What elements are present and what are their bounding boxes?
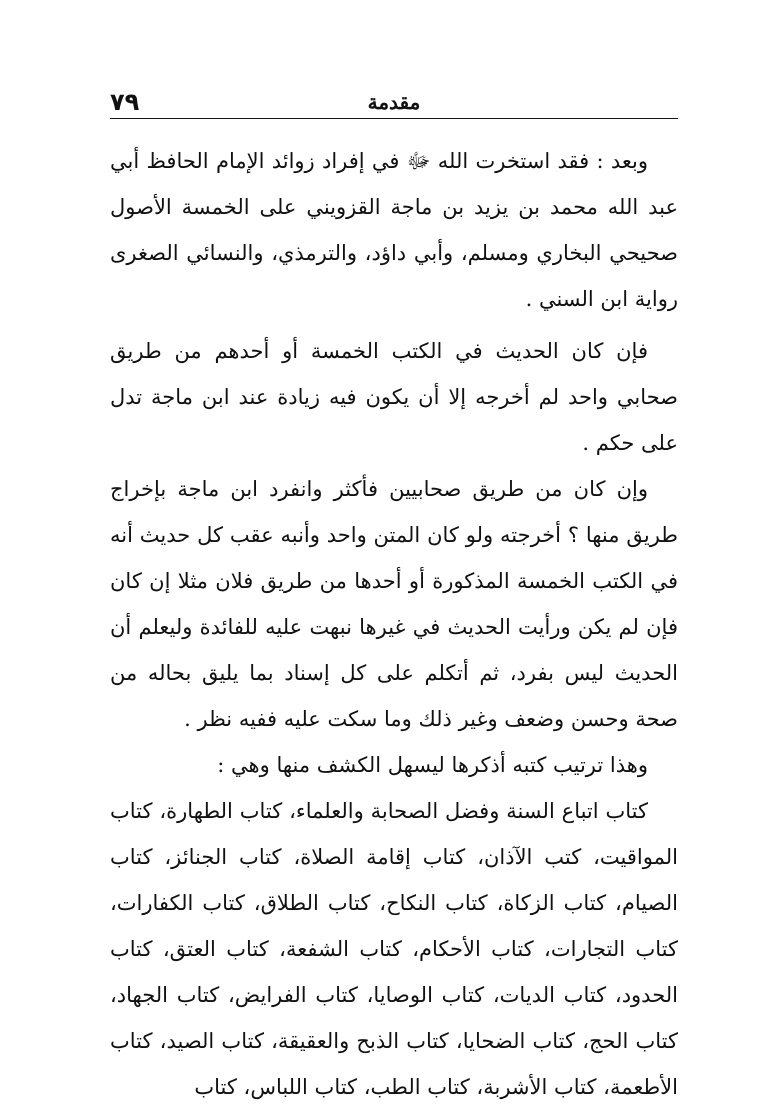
- paragraph-intro: وبعد : فقد استخرت الله ﷻ في إفراد زوائد الإمام الحافظ أبي عبد الله محمد بن يزيد بن ماجة القزويني على الخمسة الأصول صحيحي البخاري ومسلم، وأبي داؤد، والترمذي، والنسائي الصغرى رواية ابن السني .: [110, 149, 678, 311]
- page-number: ٧٩: [110, 88, 140, 116]
- paragraph-arrangement: وهذا ترتيب كتبه أذكرها ليسهل الكشف منها وهي :: [217, 753, 648, 777]
- paragraph-condition-one: فإن كان الحديث في الكتب الخمسة أو أحدهم من طريق صحابي واحد لم أخرجه إلا أن يكون فيه زيادة عند ابن ماجة تدل على حكم .: [110, 339, 678, 455]
- paragraph-book-list: كتاب اتباع السنة وفضل الصحابة والعلماء، كتاب الطهارة، كتاب المواقيت، كتب الآذان، كتاب إقامة الصلاة، كتاب الجنائز، كتاب الصيام، كتاب الزكاة، كتاب النكاح، كتاب الطلاق، كتاب الكفارات، كتاب التجارات، كتاب الأحكام، كتاب الشفعة، كتاب العتق، كتاب الحدود، كتاب الديات، كتاب الوصايا، كتاب الفرايض، كتاب الجهاد، كتاب الحج، كتاب الضحايا، كتاب الذبح والعقيقة، كتاب الصيد، كتاب الأطعمة، كتاب الأشربة، كتاب الطب، كتاب اللباس، كتاب: [110, 799, 678, 1099]
- body-text: [110, 138, 678, 1110]
- page-title: مقدمة: [367, 90, 421, 114]
- paragraph-condition-two: وإن كان من طريق صحابيين فأكثر وانفرد ابن ماجة بإخراج طريق منها ؟ أخرجته ولو كان المتن واحد وأنبه عقب كل حديث أنه في الكتب الخمسة المذكورة أو أحدها من طريق فلان مثلا إن كان فإن لم يكن ورأيت الحديث في غيرها نبهت عليه للفائدة وليعلم أن الحديث ليس بفرد، ثم أتكلم على كل إسناد بما يليق بحاله من صحة وحسن وضعف وغير ذلك وما سكت عليه ففيه نظر .: [110, 477, 678, 731]
- page-header: [110, 88, 678, 119]
